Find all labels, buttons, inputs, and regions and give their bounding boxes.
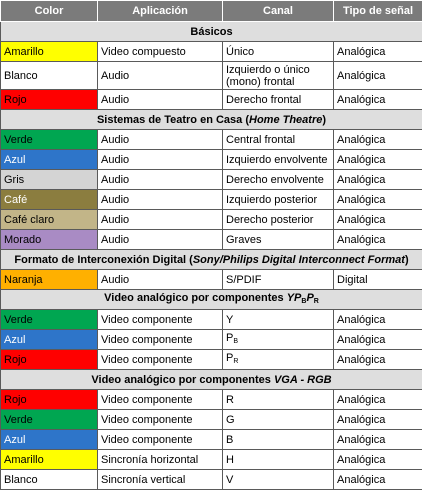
section-header-row xyxy=(1,250,422,270)
channel-text: Izquierdo o único (mono) frontal xyxy=(226,64,310,88)
signal-type-cell: Analógica xyxy=(334,330,422,350)
channel-cell xyxy=(223,210,334,230)
signal-type-cell: Analógica xyxy=(334,350,422,370)
section-title-italic: Sony/Philips Digital Interconnect Format xyxy=(193,254,405,266)
color-swatch-cell: Blanco xyxy=(1,470,98,490)
channel-text: S/PDIF xyxy=(226,274,261,286)
signal-type-cell: Analógica xyxy=(334,210,422,230)
channel-text: B xyxy=(226,434,233,446)
channel-text: P xyxy=(226,352,233,364)
channel-cell xyxy=(223,470,334,490)
color-swatch-cell: Azul xyxy=(1,330,98,350)
section-header-row xyxy=(1,370,422,390)
header-row xyxy=(1,1,422,22)
channel-cell xyxy=(223,350,334,370)
section-title xyxy=(1,110,422,130)
signal-type-cell: Analógica xyxy=(334,190,422,210)
header-signal-type: Tipo de señal xyxy=(334,1,422,22)
channel-cell xyxy=(223,310,334,330)
channel-text: H xyxy=(226,454,234,466)
channel-cell xyxy=(223,430,334,450)
section-title-text: Video analógico por componentes xyxy=(104,292,287,304)
signal-type-cell: Analógica xyxy=(334,62,422,90)
channel-cell xyxy=(223,390,334,410)
signal-type-cell: Analógica xyxy=(334,130,422,150)
channel-subscript: R xyxy=(233,358,238,365)
application-cell: Audio xyxy=(98,150,223,170)
table-row xyxy=(1,210,422,230)
table-body xyxy=(1,22,422,490)
channel-subscript: B xyxy=(233,338,238,345)
signal-type-cell: Analógica xyxy=(334,430,422,450)
header-channel: Canal xyxy=(223,1,334,22)
channel-text: Graves xyxy=(226,234,261,246)
header-color: Color xyxy=(1,1,98,22)
table-row xyxy=(1,62,422,90)
section-title-text: Formato de Interconexión Digital ( xyxy=(14,254,192,266)
application-cell: Sincronía vertical xyxy=(98,470,223,490)
channel-text: Central frontal xyxy=(226,134,295,146)
table-row xyxy=(1,450,422,470)
table-row xyxy=(1,350,422,370)
section-title-subscript: R xyxy=(314,298,319,305)
channel-cell xyxy=(223,150,334,170)
application-cell: Audio xyxy=(98,90,223,110)
section-header-row xyxy=(1,290,422,310)
channel-text: Derecho frontal xyxy=(226,94,301,106)
table-row xyxy=(1,270,422,290)
application-cell: Audio xyxy=(98,130,223,150)
channel-cell xyxy=(223,90,334,110)
channel-text: R xyxy=(226,394,234,406)
color-swatch-cell: Rojo xyxy=(1,350,98,370)
signal-type-cell: Analógica xyxy=(334,470,422,490)
application-cell: Video componente xyxy=(98,430,223,450)
channel-text: Derecho envolvente xyxy=(226,174,324,186)
channel-text: Y xyxy=(226,314,233,326)
channel-cell xyxy=(223,130,334,150)
section-title-suffix: ) xyxy=(405,254,409,266)
table-row xyxy=(1,390,422,410)
signal-type-cell: Analógica xyxy=(334,410,422,430)
section-title-suffix: ) xyxy=(322,114,326,126)
color-swatch-cell: Azul xyxy=(1,150,98,170)
signal-type-cell: Analógica xyxy=(334,390,422,410)
color-swatch-cell: Verde xyxy=(1,310,98,330)
section-header-row xyxy=(1,110,422,130)
color-swatch-cell: Gris xyxy=(1,170,98,190)
section-title xyxy=(1,290,422,310)
channel-cell xyxy=(223,410,334,430)
channel-cell xyxy=(223,270,334,290)
table-row xyxy=(1,190,422,210)
channel-text: Único xyxy=(226,46,254,58)
table-row xyxy=(1,230,422,250)
channel-text: Derecho posterior xyxy=(226,214,313,226)
application-cell: Video componente xyxy=(98,310,223,330)
signal-type-cell: Analógica xyxy=(334,450,422,470)
signal-type-cell: Digital xyxy=(334,270,422,290)
section-title-subscript: B xyxy=(301,298,306,305)
table-row xyxy=(1,330,422,350)
signal-type-cell: Analógica xyxy=(334,230,422,250)
channel-cell xyxy=(223,62,334,90)
color-swatch-cell: Verde xyxy=(1,410,98,430)
table-row xyxy=(1,430,422,450)
section-header-row xyxy=(1,22,422,42)
color-swatch-cell: Verde xyxy=(1,130,98,150)
channel-text: P xyxy=(226,332,233,344)
application-cell: Audio xyxy=(98,230,223,250)
channel-cell xyxy=(223,170,334,190)
application-cell: Video componente xyxy=(98,410,223,430)
section-title-text: Básicos xyxy=(190,26,232,38)
application-cell: Audio xyxy=(98,270,223,290)
section-title-italic: YP xyxy=(287,292,302,304)
color-swatch-cell: Rojo xyxy=(1,390,98,410)
application-cell: Audio xyxy=(98,170,223,190)
color-swatch-cell: Blanco xyxy=(1,62,98,90)
signal-type-cell: Analógica xyxy=(334,150,422,170)
channel-text: Izquierdo envolvente xyxy=(226,154,328,166)
table-row xyxy=(1,170,422,190)
channel-text: G xyxy=(226,414,235,426)
table-row xyxy=(1,130,422,150)
application-cell: Sincronía horizontal xyxy=(98,450,223,470)
signal-type-cell: Analógica xyxy=(334,42,422,62)
table-row xyxy=(1,90,422,110)
channel-cell xyxy=(223,230,334,250)
color-swatch-cell: Morado xyxy=(1,230,98,250)
section-title-text: Video analógico por componentes xyxy=(91,374,274,386)
table-row xyxy=(1,150,422,170)
signal-type-cell: Analógica xyxy=(334,90,422,110)
application-cell: Video compuesto xyxy=(98,42,223,62)
channel-cell xyxy=(223,330,334,350)
table-row xyxy=(1,470,422,490)
color-swatch-cell: Amarillo xyxy=(1,450,98,470)
application-cell: Audio xyxy=(98,210,223,230)
channel-text: Izquierdo posterior xyxy=(226,194,317,206)
color-swatch-cell: Rojo xyxy=(1,90,98,110)
header-application: Aplicación xyxy=(98,1,223,22)
application-cell: Video componente xyxy=(98,350,223,370)
color-swatch-cell: Café claro xyxy=(1,210,98,230)
section-title-text: Sistemas de Teatro en Casa ( xyxy=(97,114,249,126)
application-cell: Audio xyxy=(98,62,223,90)
channel-text: V xyxy=(226,474,233,486)
signal-type-cell: Analógica xyxy=(334,310,422,330)
channel-cell xyxy=(223,450,334,470)
channel-cell xyxy=(223,42,334,62)
section-title-italic: VGA - RGB xyxy=(274,374,332,386)
section-title-italic: Home Theatre xyxy=(249,114,322,126)
color-swatch-cell: Azul xyxy=(1,430,98,450)
color-swatch-cell: Café xyxy=(1,190,98,210)
channel-cell xyxy=(223,190,334,210)
color-swatch-cell: Amarillo xyxy=(1,42,98,62)
table-row xyxy=(1,310,422,330)
section-title xyxy=(1,22,422,42)
table-row xyxy=(1,410,422,430)
application-cell: Audio xyxy=(98,190,223,210)
application-cell: Video componente xyxy=(98,390,223,410)
color-swatch-cell: Naranja xyxy=(1,270,98,290)
signal-type-cell: Analógica xyxy=(334,170,422,190)
section-title xyxy=(1,370,422,390)
section-title-italic: P xyxy=(306,292,313,304)
application-cell: Video componente xyxy=(98,330,223,350)
section-title xyxy=(1,250,422,270)
table-row xyxy=(1,42,422,62)
